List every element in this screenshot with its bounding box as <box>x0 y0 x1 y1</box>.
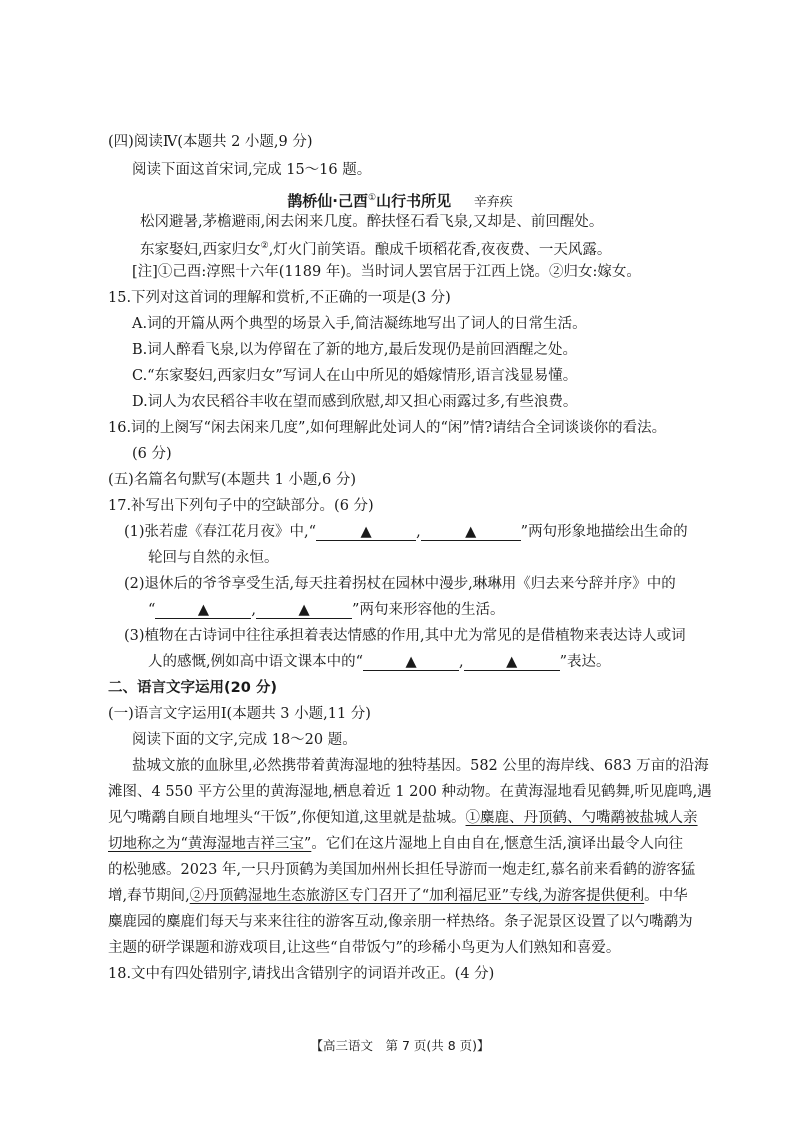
underlined-sentence-1-start: ①麋鹿、丹顶鹤、勺嘴鹬被盐城人亲 <box>465 810 698 826</box>
q17-part-1-text-b: ”两句形象地描绘出生命的 <box>520 524 688 540</box>
poem-line-2-a: 东家娶妇,西家归女 <box>140 241 261 258</box>
passage-line-3-a: 见勺嘴鹬自顾自地埋头“干饭”,你便知道,这里就是盐城。 <box>108 810 466 826</box>
poem-title-note: ① <box>367 193 377 203</box>
q17-part-2-text-b: ”两句来形容他的生活。 <box>352 602 505 618</box>
q17-comma-1: , <box>416 524 421 540</box>
q17-blank-5[interactable]: ▲ <box>363 652 459 671</box>
passage-line-6 <box>108 886 708 906</box>
q17-part-1-text: (1)张若虚《春江花月夜》中,“ <box>124 524 317 540</box>
q15-option-d: D.词人为农民稻谷丰收在望而感到欣慰,却又担心雨露过多,有些浪费。 <box>132 394 578 410</box>
q16-stem: 16.词的上阕写“闲去闲来几度”,如何理解此处词人的“闲”情?请结合全词谈谈你的看法。 <box>108 420 667 436</box>
q17-part-2-cont <box>148 600 748 620</box>
q17-part-3-text-b: 人的感慨,例如高中语文课本中的“ <box>148 654 364 670</box>
passage-line-2: 滩图、4 550 平方公里的黄海湿地,栖息着近 1 200 种动物。在黄海湿地看见鹤舞,听见鹿鸣,遇 <box>108 784 712 800</box>
passage-line-8: 主题的研学课题和游戏项目,让这些“自带饭勺”的珍稀小鸟更为人们熟知和喜爱。 <box>108 940 621 956</box>
part-2-sub-header: (一)语言文字运用Ⅰ(本题共 3 小题,11 分) <box>108 706 371 722</box>
poem-title: 鹊桥仙·己酉 <box>287 191 368 210</box>
poem-line-1: 松冈避暑,茅檐避雨,闲去闲来几度。醉扶怪石看飞泉,又却是、前回醒处。 <box>140 214 604 230</box>
q15-option-b: B.词人醉看飞泉,以为停留在了新的地方,最后发现仍是前回酒醒之处。 <box>132 342 577 358</box>
underlined-sentence-1-end: 切地称之为“黄海湿地吉祥三宝” <box>108 836 312 852</box>
passage-line-6-a: 增,春节期间, <box>108 888 190 904</box>
q15-option-c: C.“东家娶妇,西家归女”写词人在山中所见的婚嫁情形,语言浅显易懂。 <box>132 368 578 384</box>
poem-annotation: [注]①己酉:淳熙十六年(1189 年)。当时词人罢官居于江西上饶。②归女:嫁女。 <box>132 264 641 280</box>
q17-part-3-cont <box>148 652 748 672</box>
q17-part-2: (2)退休后的爷爷享受生活,每天拄着拐杖在园林中漫步,琳琳用《归去来兮辞并序》中的 <box>124 576 676 592</box>
passage-line-1: 盐城文旅的血脉里,必然携带着黄海湿地的独特基因。582 公里的海岸线、683 万亩的沿海 <box>132 758 709 774</box>
passage-line-7: 麋鹿园的麋鹿们每天与来来往往的游客互动,像亲朋一样热络。条子泥景区设置了以勺嘴鹬为 <box>108 914 693 930</box>
passage-line-3 <box>108 808 708 828</box>
part-2-intro: 阅读下面的文字,完成 18～20 题。 <box>132 732 357 748</box>
q17-part-3: (3)植物在古诗词中往往承担着表达情感的作用,其中尤为常见的是借植物来表达诗人或词 <box>124 628 686 644</box>
passage-line-5: 的松驰感。2023 年,一只丹顶鹤为美国加州州长担任导游而一炮走红,慕名前来看鹤的游客猛 <box>108 862 696 878</box>
poem-title-rest: 山行书所见 <box>376 191 452 210</box>
q17-comma-3: , <box>459 654 464 670</box>
poem-line-2 <box>140 236 740 260</box>
section-4-header: (四)阅读Ⅳ(本题共 2 小题,9 分) <box>108 134 313 150</box>
section-5-header: (五)名篇名句默写(本题共 1 小题,6 分) <box>108 472 357 488</box>
q17-blank-4[interactable]: ▲ <box>256 600 352 619</box>
q17-comma-2: , <box>251 602 257 618</box>
q17-part-1 <box>124 522 724 542</box>
q15-stem: 15.下列对这首词的理解和赏析,不正确的一项是(3 分) <box>108 290 451 306</box>
page-footer: 【高三语文 第 7 页(共 8 页)】 <box>310 1038 490 1053</box>
poem-author: 辛弃疾 <box>473 194 513 210</box>
q17-stem: 17.补写出下列句子中的空缺部分。(6 分) <box>108 498 374 514</box>
q17-blank-6[interactable]: ▲ <box>464 652 560 671</box>
q17-blank-3[interactable]: ▲ <box>155 600 251 619</box>
part-2-header: 二、语言文字运用(20 分) <box>108 680 277 696</box>
section-4-intro: 阅读下面这首宋词,完成 15～16 题。 <box>132 162 372 178</box>
q16-score: (6 分) <box>132 446 172 462</box>
poem-title-line <box>0 188 800 213</box>
passage-line-4 <box>108 834 708 854</box>
poem-line-2-b: ,灯火门前笑语。酿成千顷稻花香,夜夜费、一天风露。 <box>268 241 612 258</box>
poem-line-2-note: ② <box>260 241 269 251</box>
q15-option-a: A.词的开篇从两个典型的场景入手,简洁凝练地写出了词人的日常生活。 <box>132 316 587 332</box>
passage-line-4-b: 。它们在这片湿地上自由自在,惬意生活,演译出最令人向往 <box>311 836 684 852</box>
q18-stem: 18.文中有四处错别字,请找出含错别字的词语并改正。(4 分) <box>108 966 495 982</box>
passage-line-6-c: 。中华 <box>644 888 688 904</box>
underlined-sentence-2: ②丹顶鹤湿地生态旅游区专门召开了“加利福尼亚”专线,为游客提供便利 <box>189 888 645 904</box>
q17-part-3-text-c: ”表达。 <box>559 654 611 670</box>
q17-open-quote-2: “ <box>148 602 156 618</box>
q17-blank-2[interactable]: ▲ <box>421 522 521 541</box>
q17-blank-1[interactable]: ▲ <box>316 522 416 541</box>
q17-part-1-cont: 轮回与自然的永恒。 <box>148 550 279 566</box>
